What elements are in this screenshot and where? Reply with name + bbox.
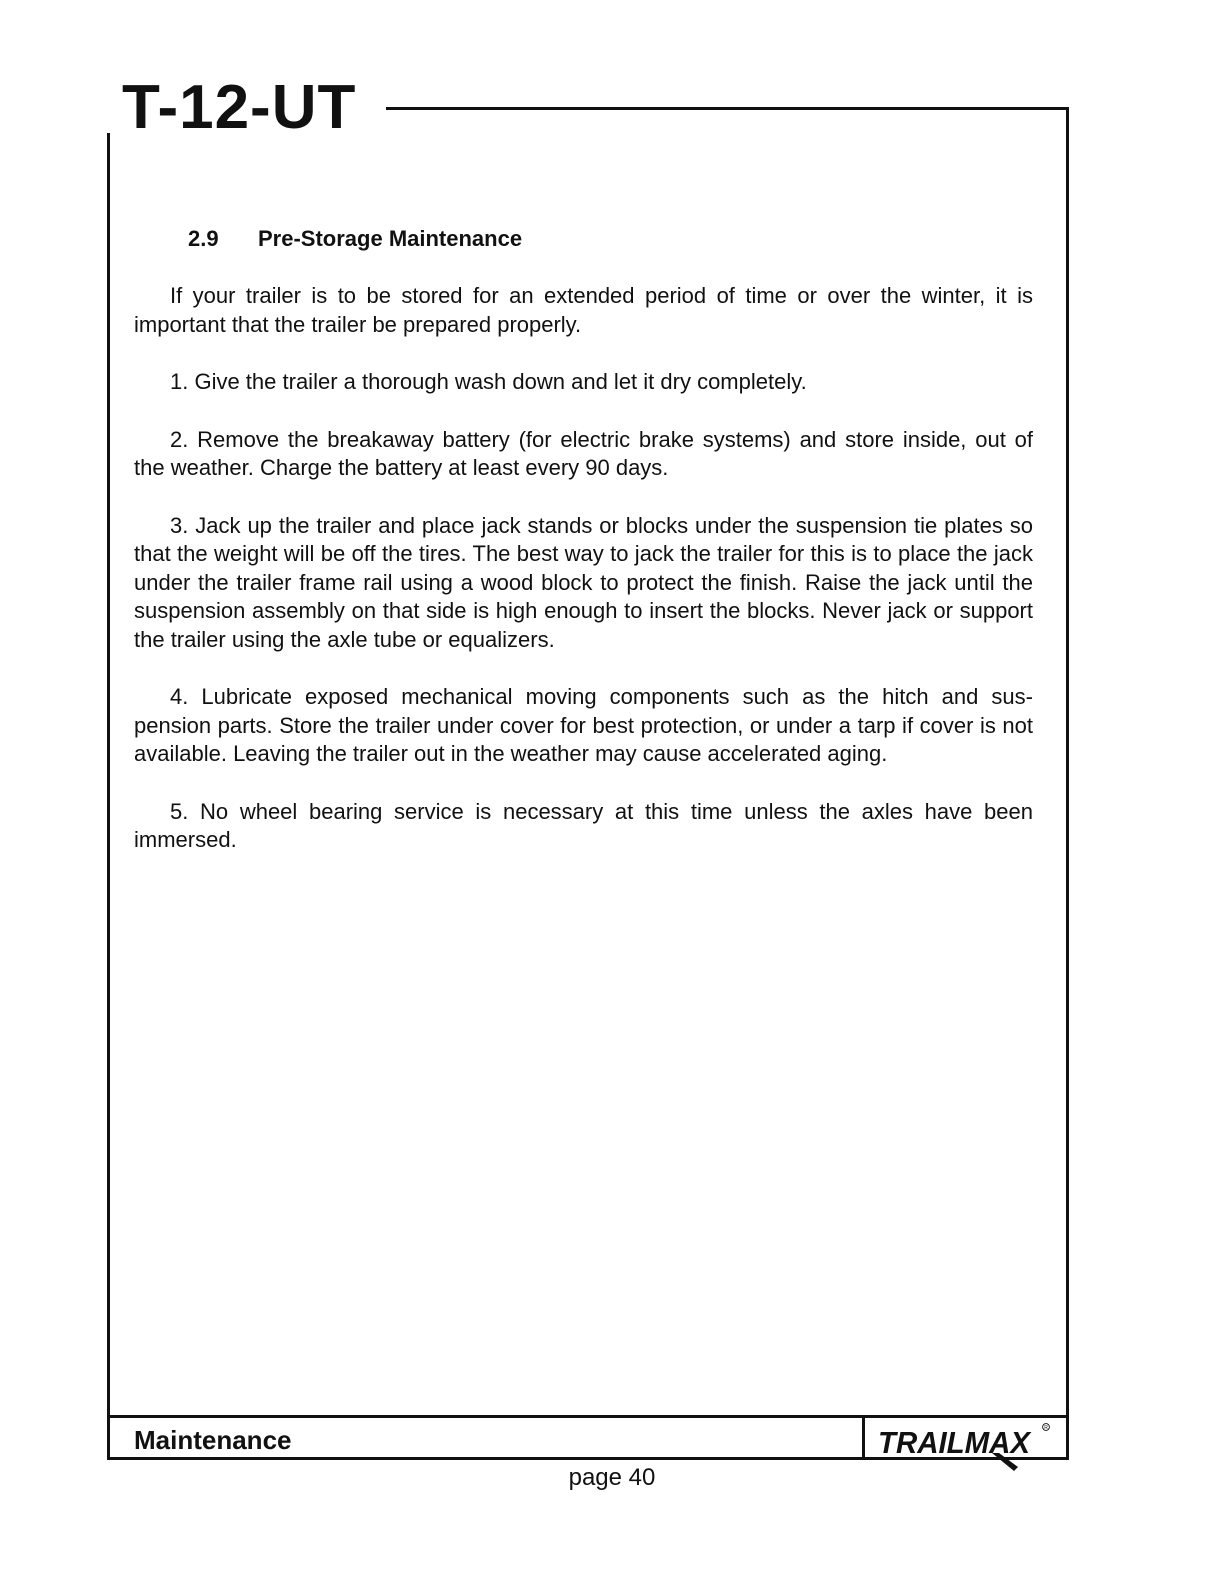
- footer-section-label: Maintenance: [134, 1425, 292, 1455]
- section-title: Pre-Storage Maintenance: [258, 226, 523, 251]
- section-heading: [134, 224, 1033, 254]
- document-title: T-12-UT: [122, 73, 357, 142]
- footer-top-rule: [107, 1415, 1069, 1418]
- step-5-paragraph: 5. No wheel bearing service is necessary at this time unless the axles have been immersed.: [134, 798, 1033, 852]
- registered-mark-letter: R: [1044, 1424, 1048, 1431]
- step-3-paragraph: 3. Jack up the trailer and place jack stands or blocks under the suspension tie plates so that the weight will be off the tires. The best way to jack the trailer for this is to place the jack under the trailer frame rail using a wood block to protect the finish. Raise the jack until the suspension assembly on that side is high enough to insert the blocks. Never jack or support the trailer using the axle tube or equalizers.: [134, 512, 1033, 652]
- step-2-paragraph: 2. Remove the breakaway battery (for electric brake systems) and store inside, out of the weather. Charge the battery at least every 90 days.: [134, 426, 1033, 480]
- intro-paragraph: If your trailer is to be stored for an extended period of time or over the winter, it is important that the trailer be prepared properly.: [134, 283, 1033, 337]
- page-number: page 40: [568, 1464, 656, 1491]
- logo-wordmark: TRAILMAX: [878, 1425, 1033, 1460]
- step-1-paragraph: 1. Give the trailer a thorough wash down and let it dry completely.: [170, 369, 807, 394]
- frame-right-rule: [1066, 107, 1069, 1460]
- step-4-paragraph: 4. Lubricate exposed mechanical moving components such as the hitch and sus-pension parts. Store the trailer under cover for best protection, or under a tarp if cover is not available. Leaving the trailer out in the weather may cause accelerated aging.: [134, 684, 1033, 766]
- footer-divider: [862, 1415, 865, 1460]
- frame-left-rule: [107, 133, 110, 1460]
- page-content: [134, 224, 1033, 884]
- section-number: 2.9: [188, 226, 219, 251]
- frame-top-rule: [386, 107, 1069, 110]
